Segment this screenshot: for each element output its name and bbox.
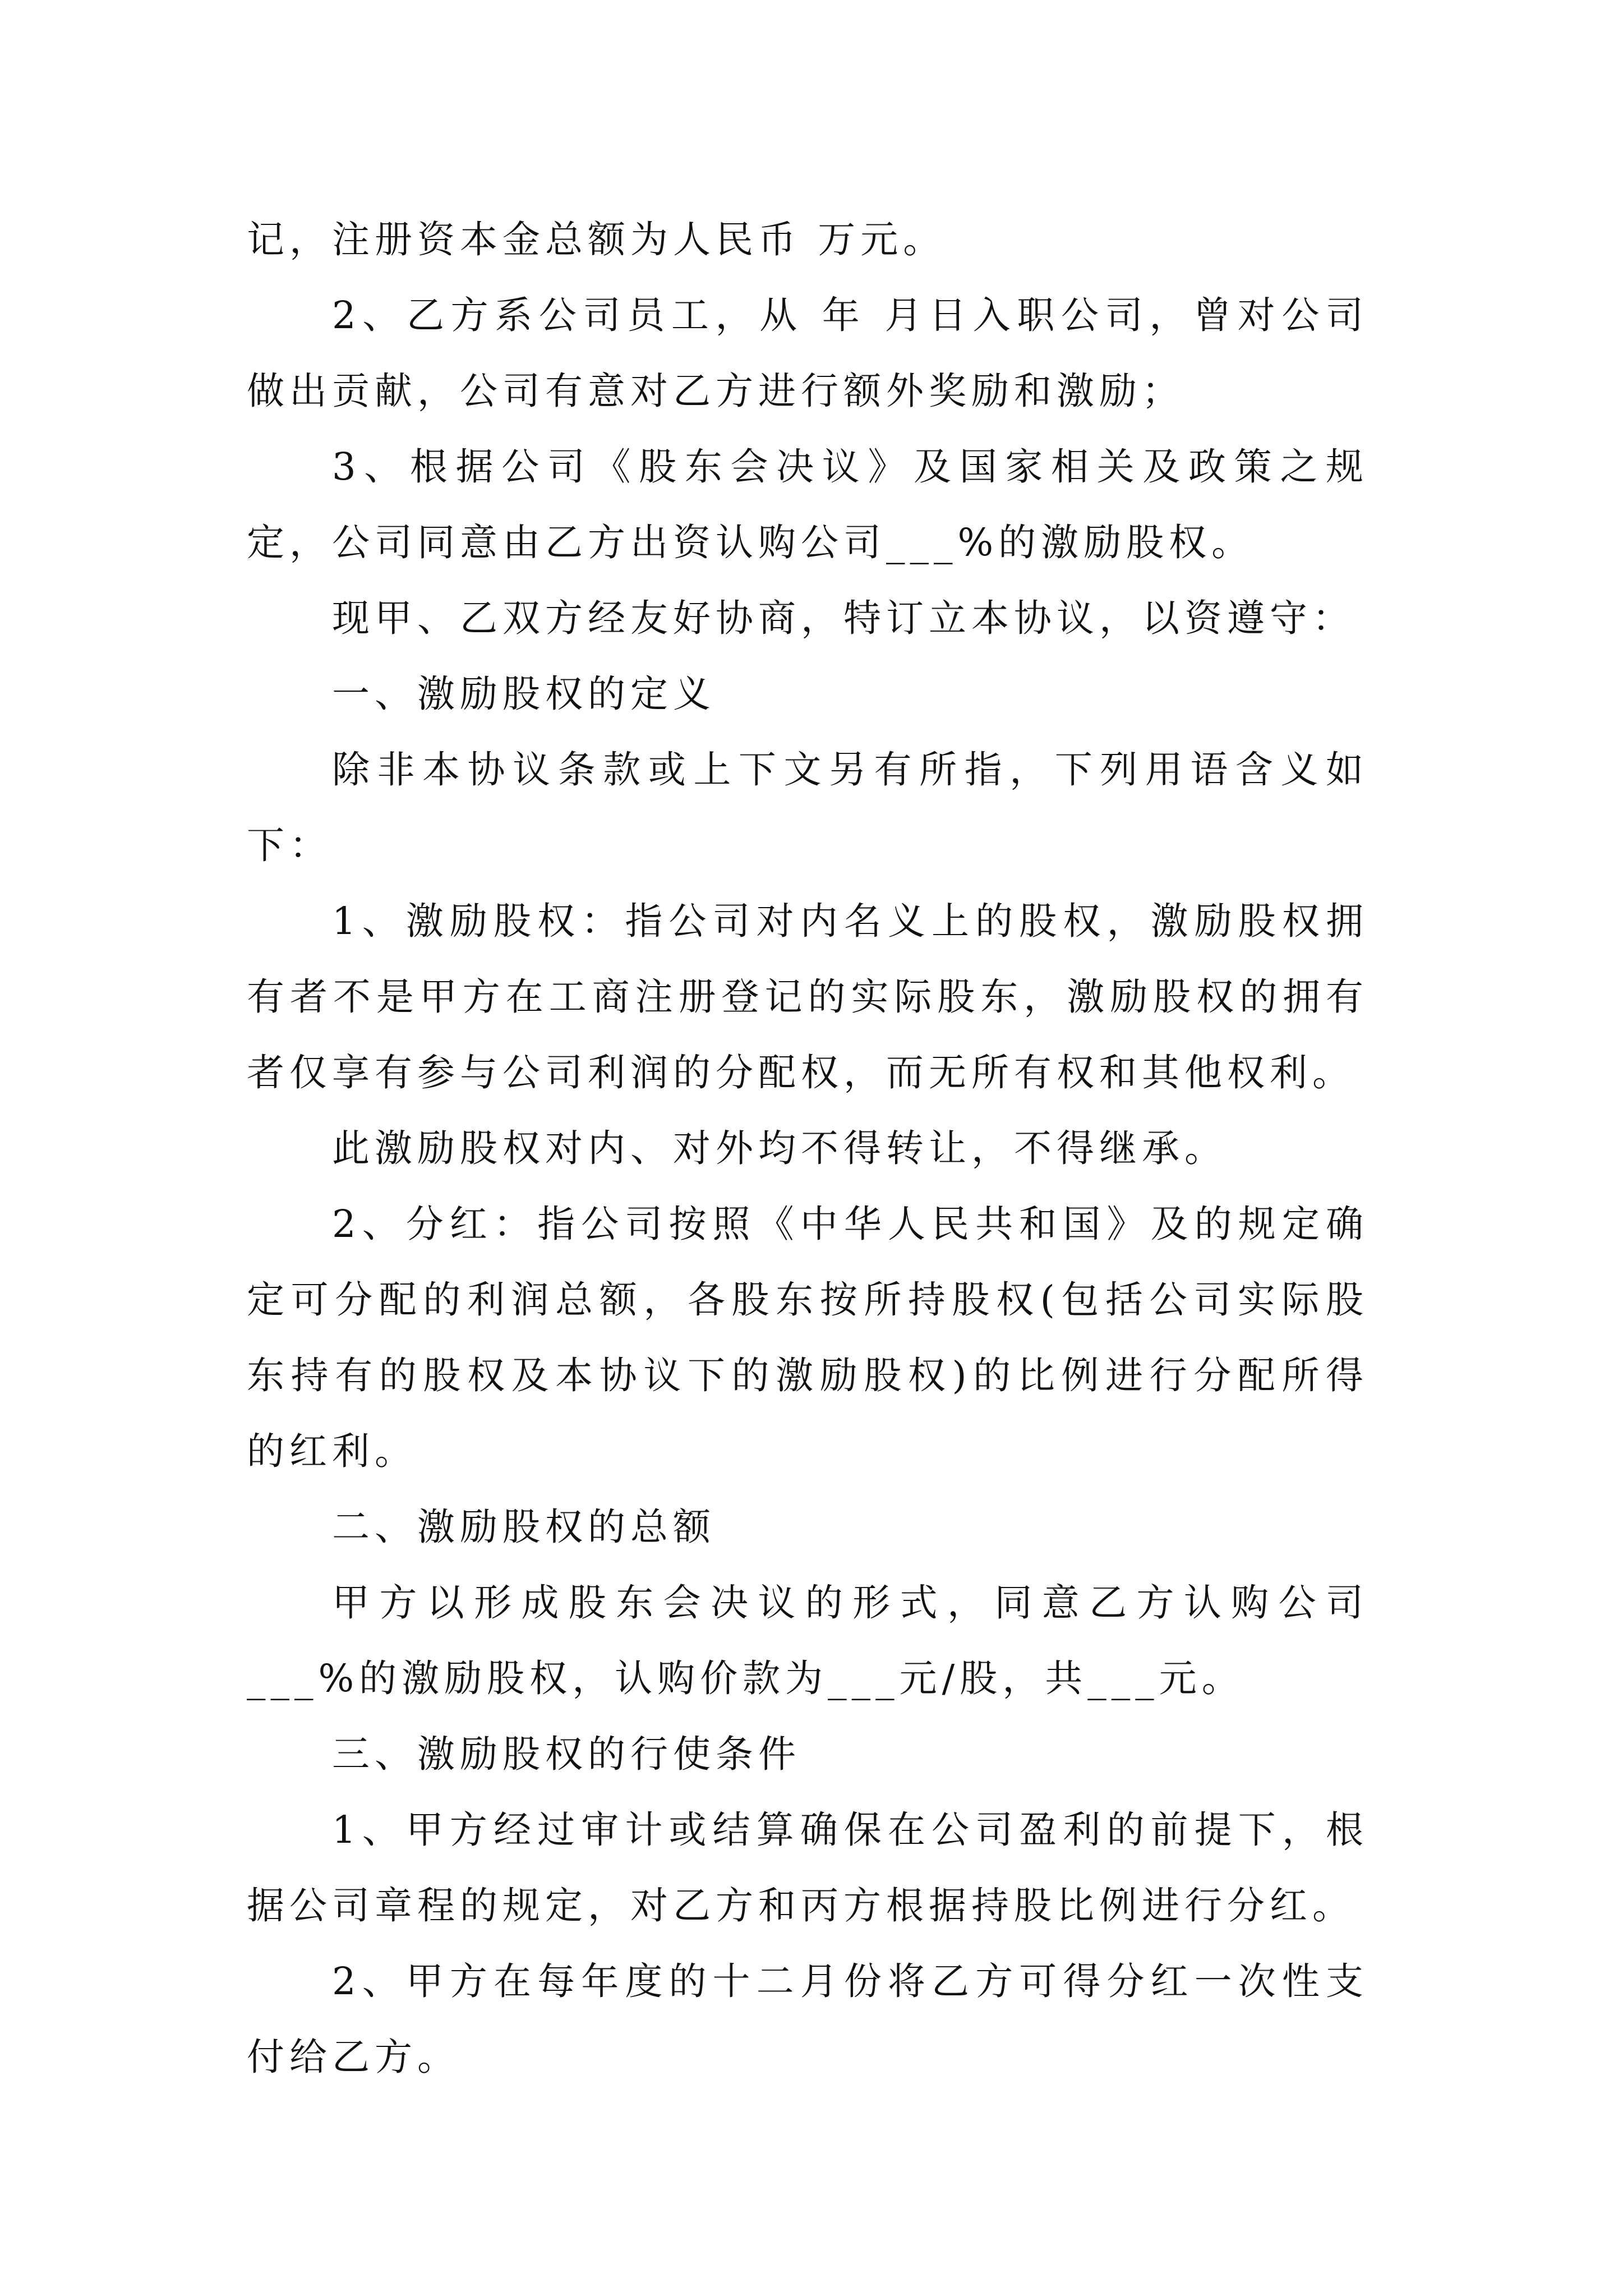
paragraph-registered-capital: 记，注册资本金总额为人民币 万元。 xyxy=(247,218,946,261)
paragraph-shareholder-resolution: 3、根据公司《股东会决议》及国家相关及政策之规定，公司同意由乙方出资认购公司___%的激励股权。 xyxy=(247,445,1368,564)
paragraph-definitions-intro: 除非本协议条款或上下文另有所指，下列用语含义如下： xyxy=(247,748,1368,867)
paragraph-party-b-employee: 2、乙方系公司员工，从 年 月日入职公司，曾对公司做出贡献，公司有意对乙方进行额外奖励和激励； xyxy=(247,293,1368,413)
document-body xyxy=(247,202,1368,2095)
section-heading-exercise-conditions: 三、激励股权的行使条件 xyxy=(332,1732,801,1776)
paragraph-annual-payment: 2、甲方在每年度的十二月份将乙方可得分红一次性支付给乙方。 xyxy=(247,1959,1368,2079)
paragraph-audit-dividend: 1、甲方经过审计或结算确保在公司盈利的前提下，根据公司章程的规定，对乙方和丙方根据持股比例进行分红。 xyxy=(247,1808,1368,1927)
paragraph-subscription-terms: 甲方以形成股东会决议的形式，同意乙方认购公司___%的激励股权，认购价款为___元/股，共___元。 xyxy=(247,1581,1368,1700)
paragraph-agreement-intro: 现甲、乙双方经友好协商，特订立本协议，以资遵守： xyxy=(332,596,1355,640)
paragraph-incentive-equity-definition: 1、激励股权：指公司对内名义上的股权，激励股权拥有者不是甲方在工商注册登记的实际股东，激励股权的拥有者仅享有参与公司利润的分配权，而无所有权和其他权利。 xyxy=(247,899,1368,1094)
section-heading-definition: 一、激励股权的定义 xyxy=(332,672,716,716)
paragraph-non-transferable: 此激励股权对内、对外均不得转让，不得继承。 xyxy=(332,1126,1227,1170)
section-heading-total-amount: 二、激励股权的总额 xyxy=(332,1505,716,1549)
paragraph-dividend-definition: 2、分红：指公司按照《中华人民共和国》及的规定确定可分配的利润总额，各股东按所持股权(包括公司实际股东持有的股权及本协议下的激励股权)的比例进行分配所得的红利。 xyxy=(247,1202,1368,1473)
